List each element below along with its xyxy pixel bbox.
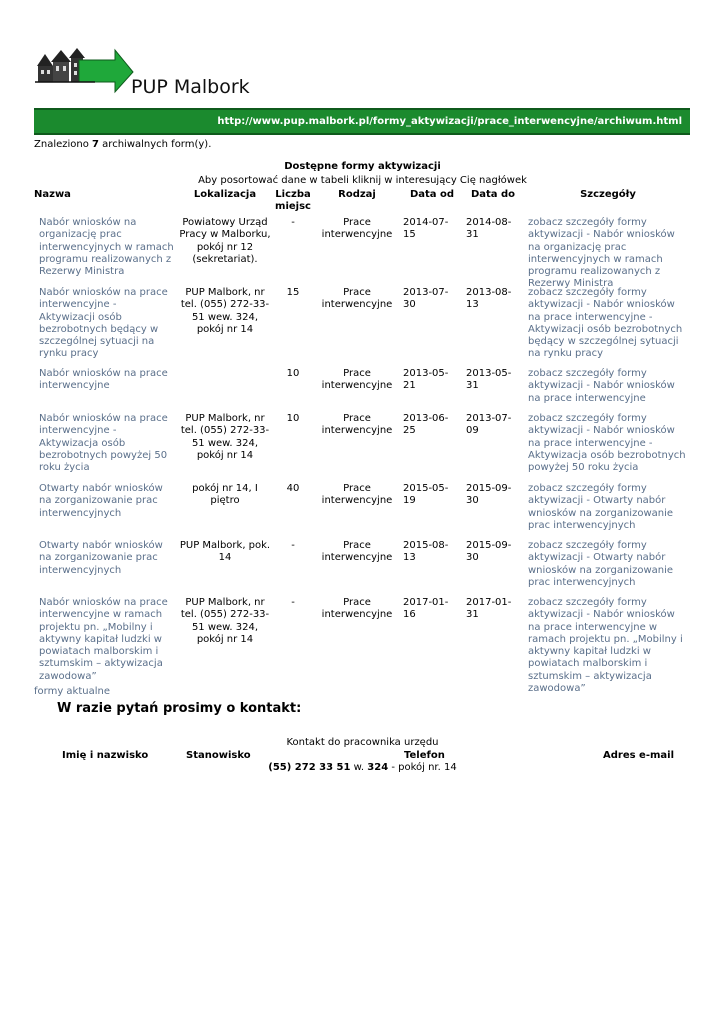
contact-phone — [0, 762, 725, 773]
row-location: PUP Malbork, nr tel. (055) 272-33-51 wew. 324, pokój nr 14 — [180, 597, 270, 645]
row-date-from: 2014-07-15 — [403, 217, 449, 241]
phone-ext: 324 — [367, 762, 389, 773]
row-count: - — [291, 540, 295, 551]
row-details-link[interactable]: zobacz szczegóły formy aktywizacji - Otwarty nabór wniosków na zorganizowanie prac interwencyjnych — [528, 540, 674, 588]
phone-room: - pokój nr. 14 — [388, 762, 457, 773]
row-date-from: 2013-07-30 — [403, 287, 449, 311]
row-type: Prace interwencyjne — [321, 483, 393, 507]
row-type: Prace interwencyjne — [321, 540, 393, 564]
url-bar — [34, 108, 690, 135]
row-details-link[interactable]: zobacz szczegóły formy aktywizacji - Nabór wniosków na organizację prac interwencyjnych w ramach programu realizowanych z Rezerwy Ministra — [528, 217, 675, 290]
current-forms-link[interactable]: formy aktualne — [34, 686, 110, 697]
table-title: Dostępne formy aktywizacji — [284, 161, 441, 172]
row-count: - — [291, 217, 295, 228]
row-date-from: 2017-01-16 — [403, 597, 449, 621]
org-name: PUP Malbork — [131, 76, 250, 98]
row-count: - — [291, 597, 295, 608]
row-type: Prace interwencyjne — [321, 217, 393, 241]
row-location: PUP Malbork, nr tel. (055) 272-33-51 wew. 324, pokój nr 14 — [180, 413, 270, 461]
header-type[interactable]: Rodzaj — [338, 189, 376, 200]
row-date-to: 2013-05-31 — [466, 368, 512, 392]
phone-main: (55) 272 33 51 — [268, 762, 351, 773]
row-name-link[interactable]: Otwarty nabór wniosków na zorganizowanie prac interwencyjnych — [39, 540, 163, 576]
contact-header-email: Adres e-mail — [603, 750, 675, 761]
row-date-to: 2015-09-30 — [466, 483, 512, 507]
row-details-link[interactable]: zobacz szczegóły formy aktywizacji - Nabór wniosków na prace interwencyjne w ramach projektu pn. „Mobilny i aktywny kapitał ludzki w powiatach malborskim i sztumskim – aktywizacja zawodowa” — [528, 597, 683, 695]
row-date-from: 2013-06-25 — [403, 413, 449, 437]
row-date-to: 2015-09-30 — [466, 540, 512, 564]
row-name-link[interactable]: Nabór wniosków na prace interwencyjne - Aktywizacja osób bezrobotnych powyżej 50 roku życia — [39, 413, 168, 474]
row-name-link[interactable]: Otwarty nabór wniosków na zorganizowanie prac interwencyjnych — [39, 483, 163, 519]
row-name-link[interactable]: Nabór wniosków na prace interwencyjne — [39, 368, 168, 392]
results-prefix: Znaleziono — [34, 139, 93, 150]
header-date-from[interactable]: Data od — [409, 189, 455, 200]
row-count: 15 — [286, 287, 300, 298]
row-details-link[interactable]: zobacz szczegóły formy aktywizacji - Nabór wniosków na prace interwencyjne - Aktywizacji osób bezrobotnych będący w szczególnej sytuacji na rynku pracy — [528, 287, 683, 360]
header-name[interactable]: Nazwa — [34, 189, 71, 200]
row-date-from: 2015-05-19 — [403, 483, 449, 507]
row-location: pokój nr 14, I piętro — [192, 483, 258, 507]
row-location: Powiatowy Urząd Pracy w Malborku, pokój nr 12 (sekretariat). — [179, 217, 271, 265]
results-suffix: archiwalnych form(y). — [99, 139, 212, 150]
phone-w: w. — [350, 762, 368, 773]
contact-caption: Kontakt do pracownika urzędu — [286, 737, 439, 748]
contact-header-phone: Telefon — [404, 750, 445, 761]
row-date-to: 2014-08-31 — [466, 217, 512, 241]
header-details[interactable]: Szczegóły — [580, 189, 636, 200]
contact-heading: W razie pytań prosimy o kontakt: — [57, 701, 302, 716]
row-count: 40 — [286, 483, 300, 494]
row-count: 10 — [286, 413, 300, 424]
archive-url: http://www.pup.malbork.pl/formy_aktywizacji/prace_interwencyjne/archiwum.html — [217, 116, 682, 127]
row-type: Prace interwencyjne — [321, 597, 393, 621]
results-number: 7 — [92, 139, 99, 150]
contact-header-name: Imię i nazwisko — [62, 750, 149, 761]
row-date-to: 2013-07-09 — [466, 413, 512, 437]
row-type: Prace interwencyjne — [321, 287, 393, 311]
row-date-from: 2015-08-13 — [403, 540, 449, 564]
row-name-link[interactable]: Nabór wniosków na organizację prac interwencyjnych w ramach programu realizowanych z Rezerwy Ministra — [39, 217, 174, 278]
contact-header-position: Stanowisko — [186, 750, 251, 761]
row-type: Prace interwencyjne — [321, 413, 393, 437]
results-count — [34, 139, 211, 150]
pup-logo[interactable] — [35, 44, 135, 94]
row-name-link[interactable]: Nabór wniosków na prace interwencyjne - Aktywizacji osób bezrobotnych będący w szczególnej sytuacji na rynku pracy — [39, 287, 168, 360]
row-details-link[interactable]: zobacz szczegóły formy aktywizacji - Nabór wniosków na prace interwencyjne - Aktywizacja osób bezrobotnych powyżej 50 roku życia — [528, 413, 686, 474]
row-date-from: 2013-05-21 — [403, 368, 449, 392]
table-sort-hint: Aby posortować dane w tabeli kliknij w interesujący Cię nagłówek — [198, 175, 527, 186]
row-type: Prace interwencyjne — [321, 368, 393, 392]
header-location[interactable]: Lokalizacja — [193, 189, 257, 200]
row-location: PUP Malbork, nr tel. (055) 272-33-51 wew. 324, pokój nr 14 — [180, 287, 270, 335]
row-details-link[interactable]: zobacz szczegóły formy aktywizacji - Otwarty nabór wniosków na zorganizowanie prac interwencyjnych — [528, 483, 674, 531]
header-count[interactable]: Liczba miejsc — [275, 189, 311, 212]
row-date-to: 2013-08-13 — [466, 287, 512, 311]
row-date-to: 2017-01-31 — [466, 597, 512, 621]
row-name-link[interactable]: Nabór wniosków na prace interwencyjne w ramach projektu pn. „Mobilny i aktywny kapitał ludzki w powiatach malborskim i sztumskim – aktywizacja zawodowa” — [39, 597, 168, 682]
row-location: PUP Malbork, pok. 14 — [179, 540, 271, 564]
header-date-to[interactable]: Data do — [470, 189, 516, 200]
row-count: 10 — [286, 368, 300, 379]
row-details-link[interactable]: zobacz szczegóły formy aktywizacji - Nabór wniosków na prace interwencyjne — [528, 368, 675, 404]
